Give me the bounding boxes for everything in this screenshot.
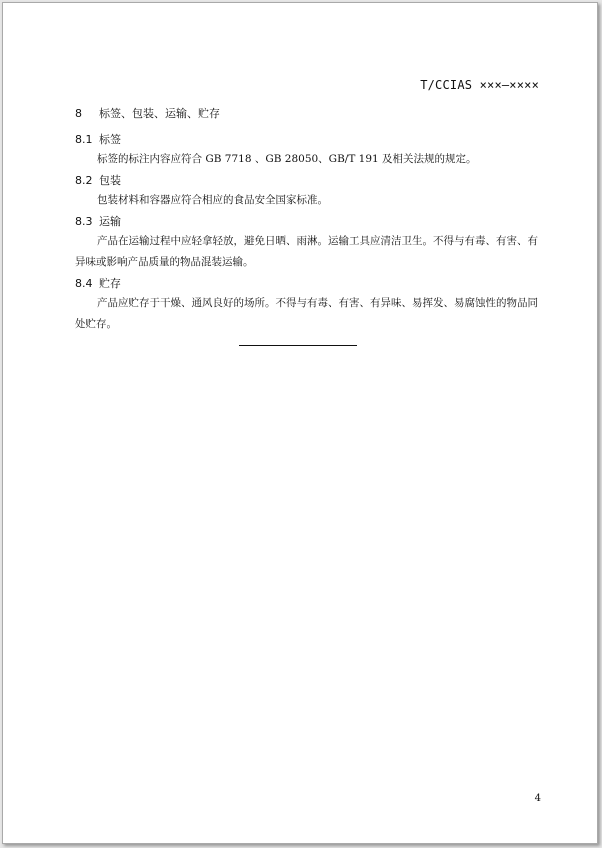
subsection-text-labels: 标签的标注内容应符合 GB 7718 、GB 28050、GB/T 191 及相关法规的规定。 <box>97 153 477 165</box>
subsection-title: 标签 <box>99 133 121 146</box>
subsection-title: 包装 <box>99 174 121 187</box>
subsection-number: 8.4 <box>75 277 93 290</box>
subsection-text-transport: 产品在运输过程中应轻拿轻放，避免日晒、雨淋。运输工具应清洁卫生。不得与有毒、有害、有异味或影响产品质量的物品混装运输。 <box>75 235 538 268</box>
subsection-number: 8.2 <box>75 174 93 187</box>
subsection-number: 8.1 <box>75 133 93 146</box>
document-page <box>2 2 598 844</box>
standard-code: T/CCIAS ×××—×××× <box>420 78 539 92</box>
section-heading <box>75 105 220 121</box>
subsection-title: 运输 <box>99 215 121 228</box>
subsection-heading-labels <box>75 131 121 147</box>
end-rule <box>239 345 357 346</box>
subsection-text-packaging: 包装材料和容器应符合相应的食品安全国家标准。 <box>97 194 328 206</box>
subsection-heading-transport <box>75 213 121 229</box>
page-number: 4 <box>534 793 541 804</box>
section-number: 8 <box>75 107 82 120</box>
subsection-heading-packaging <box>75 172 121 188</box>
subsection-number: 8.3 <box>75 215 93 228</box>
section-title: 标签、包装、运输、贮存 <box>99 107 220 120</box>
subsection-text-storage: 产品应贮存于干燥、通风良好的场所。不得与有毒、有害、有异味、易挥发、易腐蚀性的物品同处贮存。 <box>75 297 538 330</box>
subsection-heading-storage <box>75 275 121 291</box>
subsection-title: 贮存 <box>99 277 121 290</box>
